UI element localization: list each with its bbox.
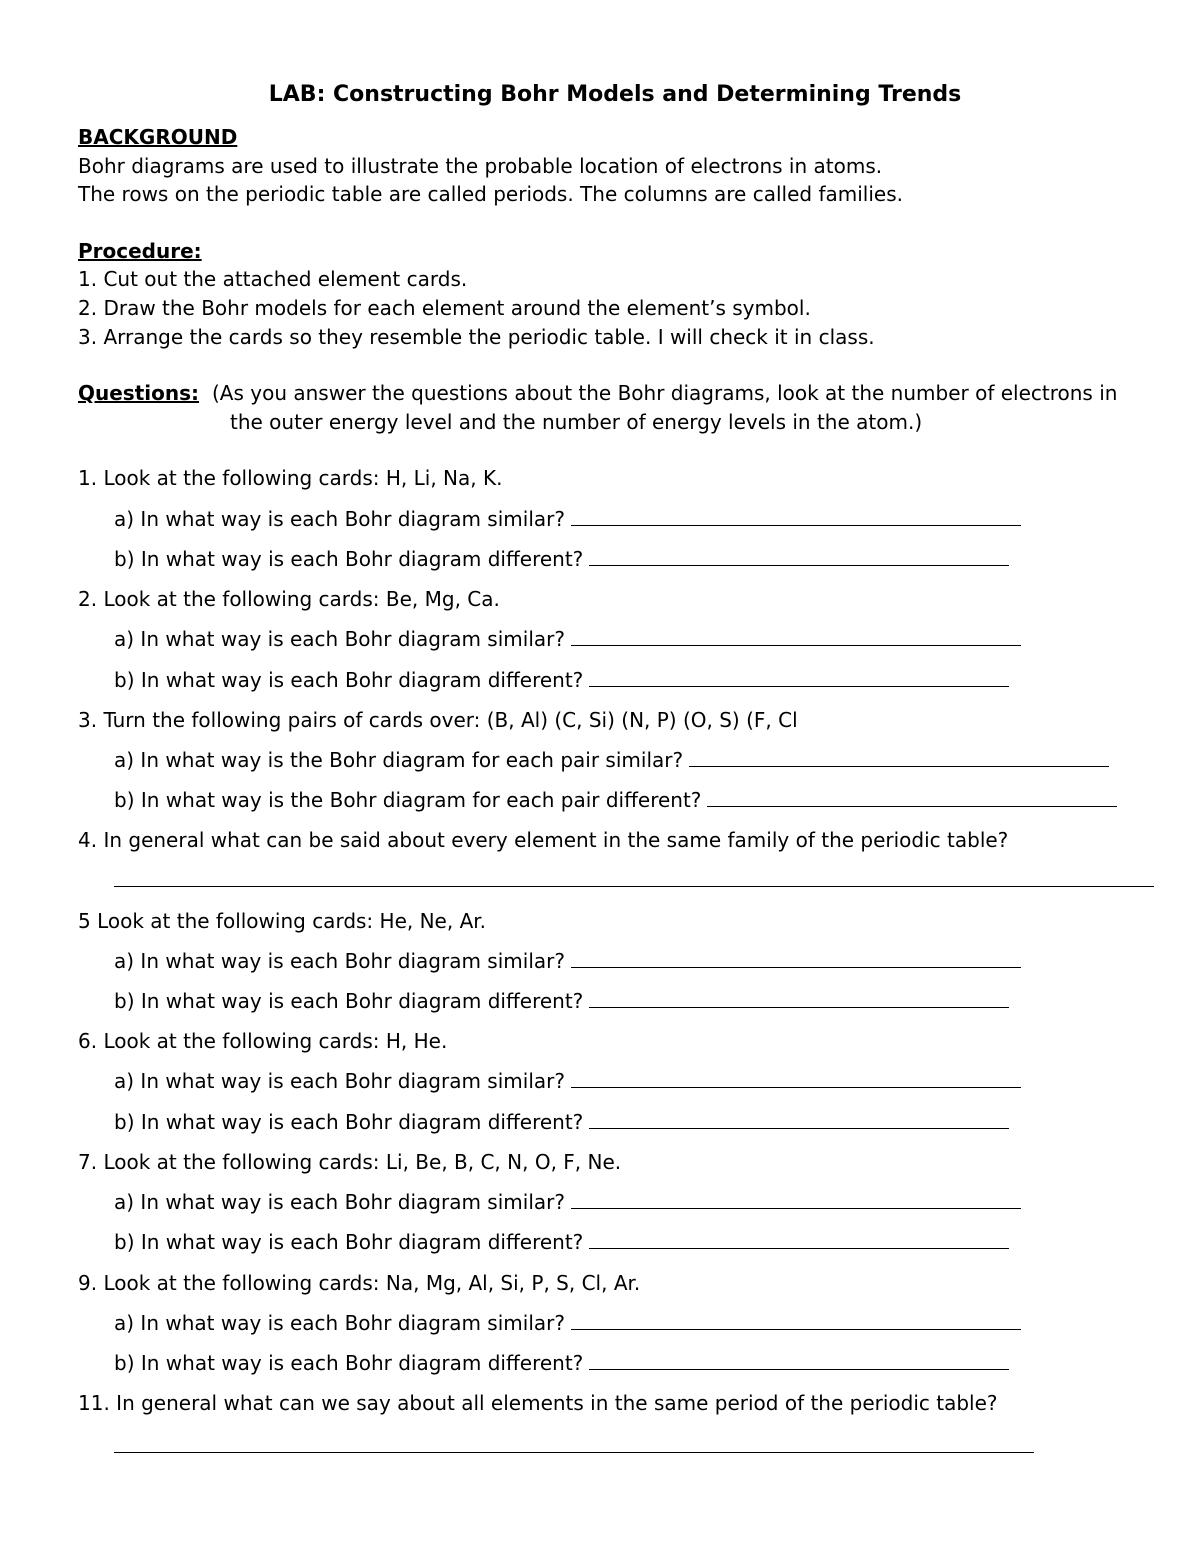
question-7a: a) In what way is each Bohr diagram similar? xyxy=(114,1189,1021,1215)
question-5-prompt: 5 Look at the following cards: He, Ne, Ar. xyxy=(78,909,486,933)
question-11-prompt: 11. In general what can we say about all elements in the same period of the periodic table? xyxy=(78,1391,998,1415)
question-1a: a) In what way is each Bohr diagram similar? xyxy=(114,506,1021,532)
answer-blank[interactable] xyxy=(589,1109,1009,1129)
procedure-step-2: 2. Draw the Bohr models for each element around the element’s symbol. xyxy=(78,296,811,320)
answer-blank[interactable] xyxy=(571,626,1021,646)
answer-blank[interactable] xyxy=(571,1068,1021,1088)
answer-blank[interactable] xyxy=(571,1310,1021,1330)
questions-intro-line-2: the outer energy level and the number of energy levels in the atom.) xyxy=(230,410,923,434)
background-heading: BACKGROUND xyxy=(78,125,238,149)
background-line-1: Bohr diagrams are used to illustrate the probable location of electrons in atoms. xyxy=(78,154,883,178)
answer-blank[interactable] xyxy=(589,1229,1009,1249)
question-9b: b) In what way is each Bohr diagram different? xyxy=(114,1350,1009,1376)
procedure-heading: Procedure: xyxy=(78,239,202,263)
answer-blank[interactable] xyxy=(571,1189,1021,1209)
question-5a: a) In what way is each Bohr diagram similar? xyxy=(114,948,1021,974)
question-2-prompt: 2. Look at the following cards: Be, Mg, Ca. xyxy=(78,587,500,611)
answer-line[interactable] xyxy=(114,1452,1034,1453)
background-line-2: The rows on the periodic table are called periods. The columns are called families. xyxy=(78,182,903,206)
questions-intro-line-1: (As you answer the questions about the Bohr diagrams, look at the number of electrons in xyxy=(212,381,1118,405)
question-3a: a) In what way is the Bohr diagram for each pair similar? xyxy=(114,747,1109,773)
answer-blank[interactable] xyxy=(689,747,1109,767)
question-1b: b) In what way is each Bohr diagram different? xyxy=(114,546,1009,572)
questions-heading: Questions: xyxy=(78,381,200,405)
question-7-prompt: 7. Look at the following cards: Li, Be, B, C, N, O, F, Ne. xyxy=(78,1150,622,1174)
answer-blank[interactable] xyxy=(589,988,1009,1008)
answer-line[interactable] xyxy=(114,886,1154,887)
question-2a: a) In what way is each Bohr diagram similar? xyxy=(114,626,1021,652)
answer-blank[interactable] xyxy=(707,787,1117,807)
question-7b: b) In what way is each Bohr diagram different? xyxy=(114,1229,1009,1255)
procedure-step-1: 1. Cut out the attached element cards. xyxy=(78,267,468,291)
question-5b: b) In what way is each Bohr diagram different? xyxy=(114,988,1009,1014)
answer-blank[interactable] xyxy=(589,667,1009,687)
answer-blank[interactable] xyxy=(571,506,1021,526)
question-4-prompt: 4. In general what can be said about every element in the same family of the periodic table? xyxy=(78,828,1009,852)
question-9a: a) In what way is each Bohr diagram similar? xyxy=(114,1310,1021,1336)
page-title: LAB: Constructing Bohr Models and Determining Trends xyxy=(268,82,962,107)
question-6-prompt: 6. Look at the following cards: H, He. xyxy=(78,1029,448,1053)
question-3b: b) In what way is the Bohr diagram for each pair different? xyxy=(114,787,1117,813)
answer-blank[interactable] xyxy=(589,1350,1009,1370)
answer-blank[interactable] xyxy=(589,546,1009,566)
question-1-prompt: 1. Look at the following cards: H, Li, Na, K. xyxy=(78,466,503,490)
question-6b: b) In what way is each Bohr diagram different? xyxy=(114,1109,1009,1135)
question-2b: b) In what way is each Bohr diagram different? xyxy=(114,667,1009,693)
procedure-step-3: 3. Arrange the cards so they resemble the periodic table. I will check it in class. xyxy=(78,325,875,349)
question-6a: a) In what way is each Bohr diagram similar? xyxy=(114,1068,1021,1094)
answer-blank[interactable] xyxy=(571,948,1021,968)
question-9-prompt: 9. Look at the following cards: Na, Mg, Al, Si, P, S, Cl, Ar. xyxy=(78,1271,641,1295)
question-3-prompt: 3. Turn the following pairs of cards over: (B, Al) (C, Si) (N, P) (O, S) (F, Cl xyxy=(78,708,798,732)
